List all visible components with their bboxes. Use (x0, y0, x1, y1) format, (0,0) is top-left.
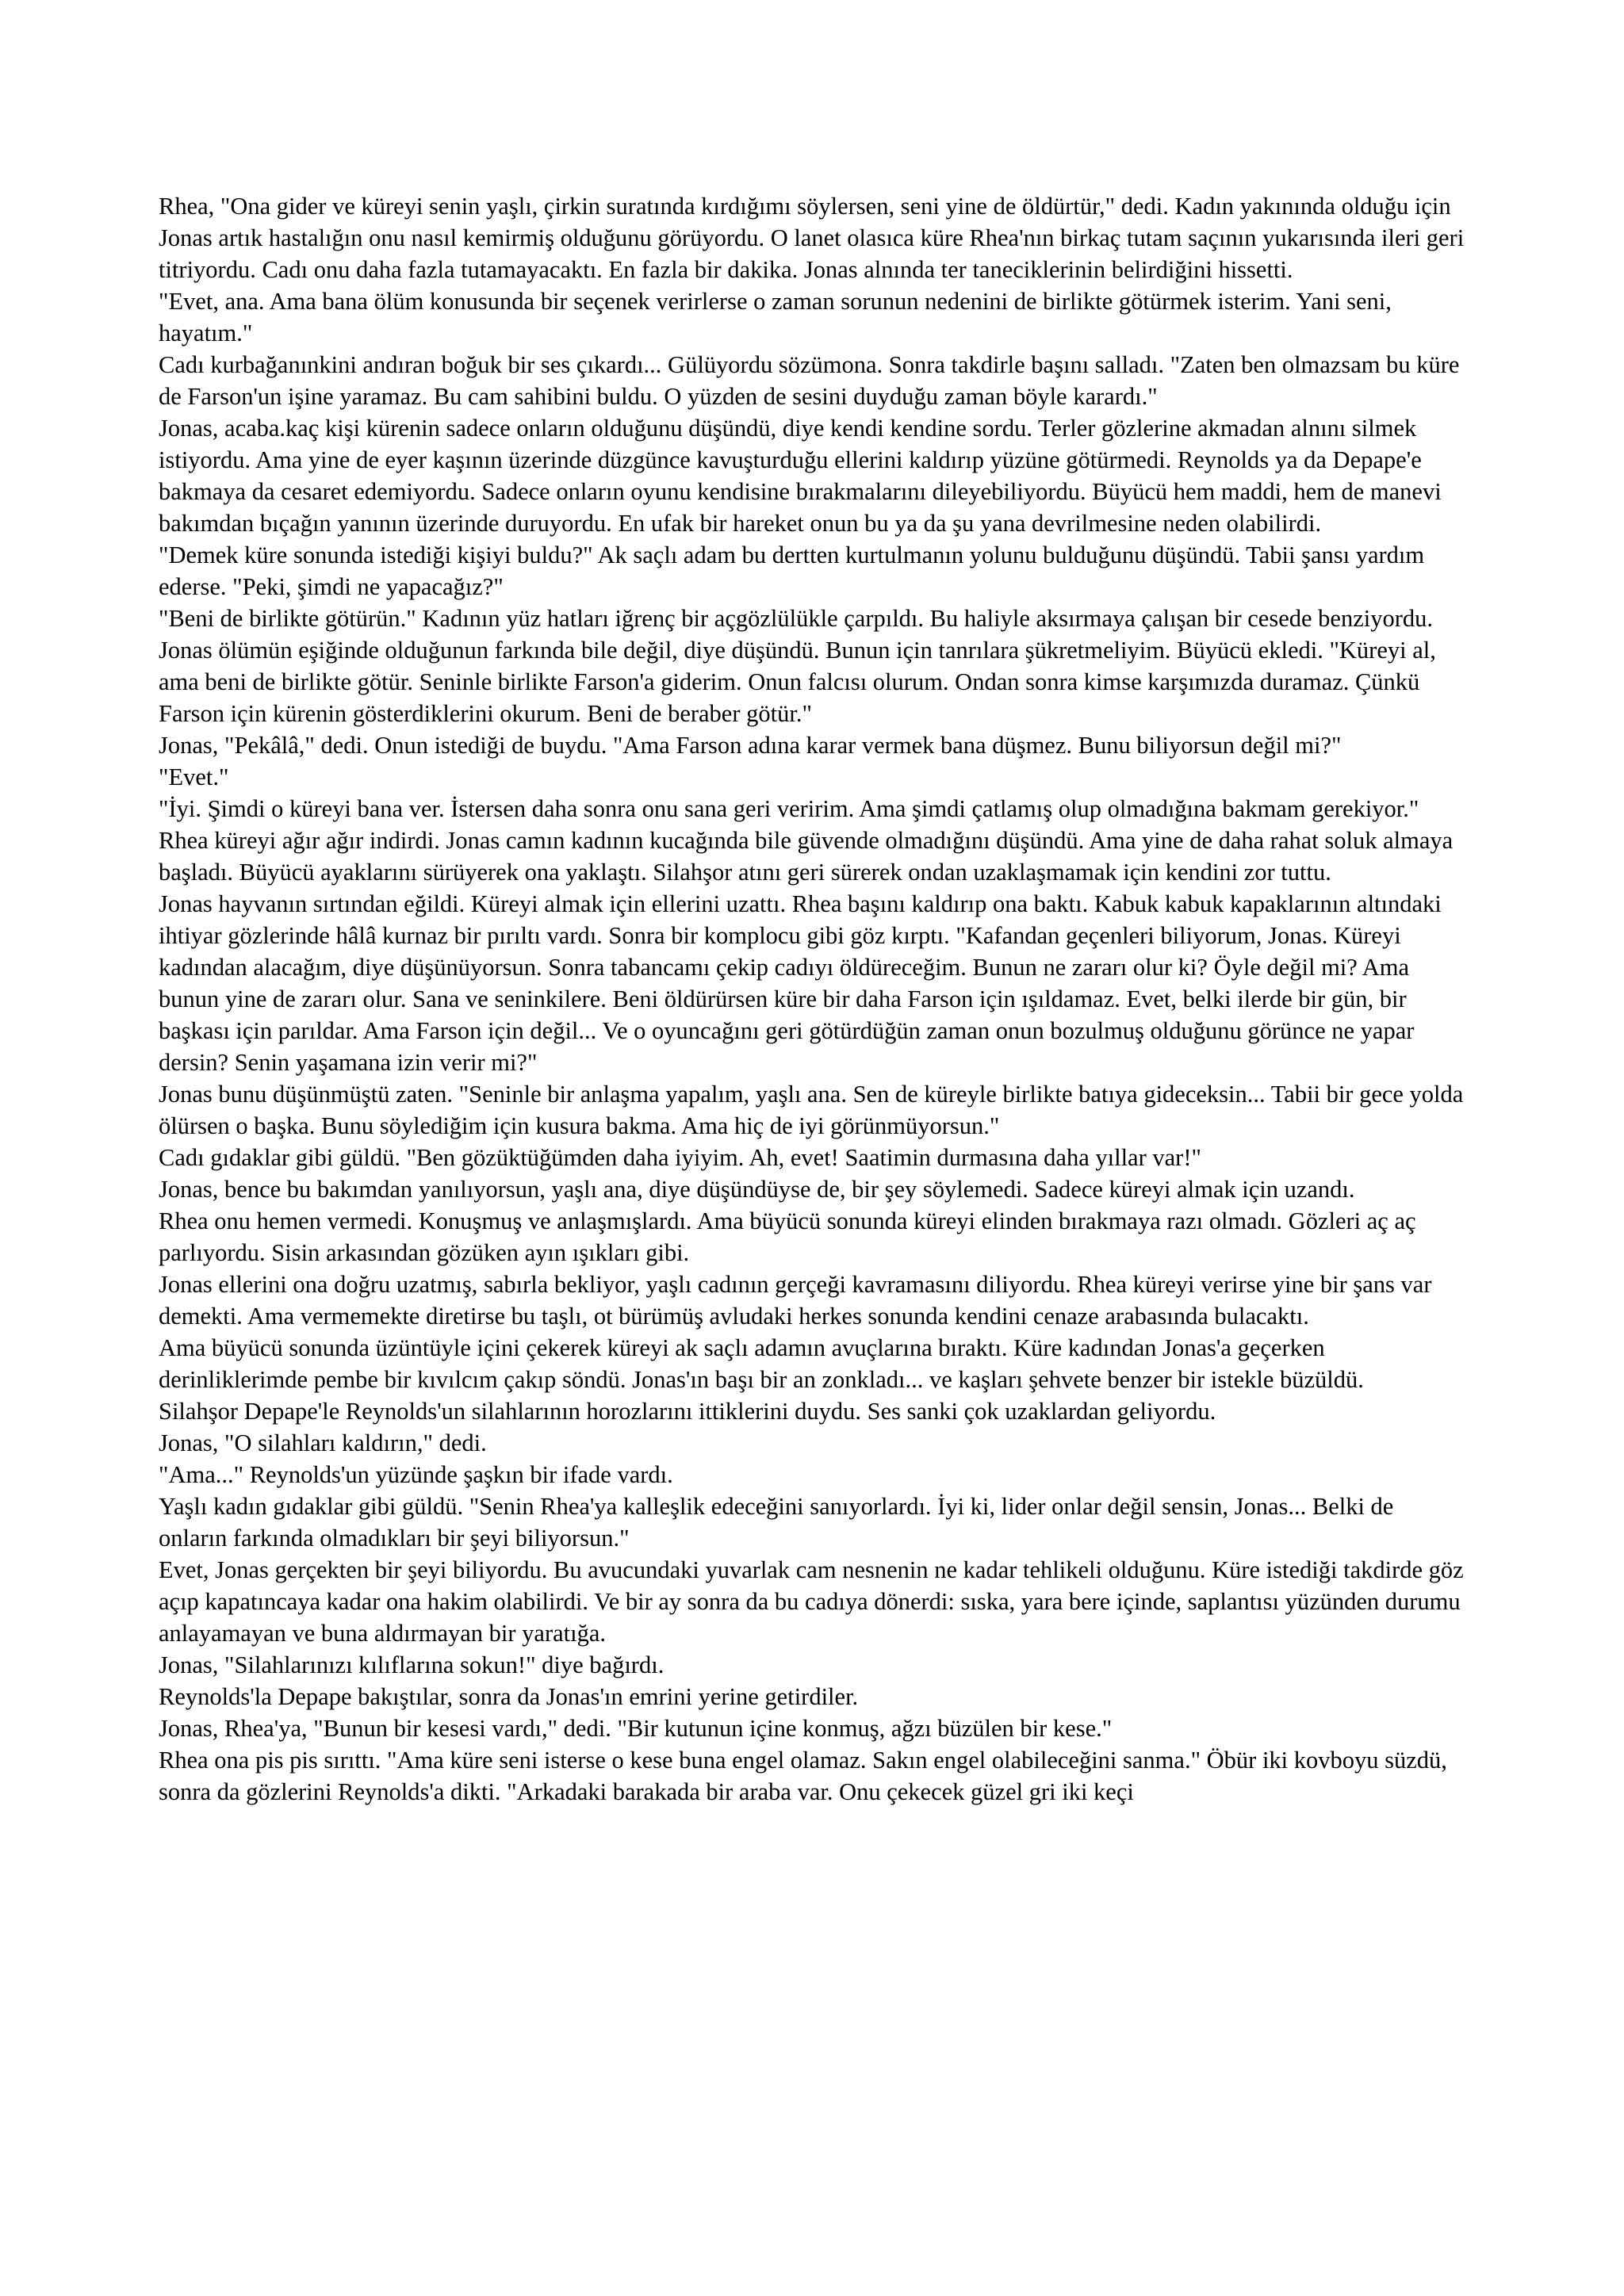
paragraph: Cadı kurbağanınkini andıran boğuk bir ses çıkardı... Gülüyordu sözümona. Sonra takdirle başını salladı. "Zaten ben olmazsam bu küre de Farson'un işine yaramaz. Bu cam sahibini buldu. O yüzden de sesini duyduğu zaman böyle karardı." (159, 351, 1460, 410)
paragraph: Jonas hayvanın sırtından eğildi. Küreyi almak için ellerini uzattı. Rhea başını kaldırıp ona baktı. Kabuk kabuk kapaklarının altındaki ihtiyar gözlerinde hâlâ kurnaz bir pırıltı vardı. Sonra bir komplocu gibi göz kırptı. "Kafandan geçenleri biliyorum, Jonas. Küreyi kadından alacağım, diye düşünüyorsun. Sonra tabancamı çekip cadıyı öldüreceğim. Bunun ne zararı olur ki? Öyle değil mi? Ama bunun yine de zararı olur. Sana ve seninkilere. Beni öldürürsen küre bir daha Farson için ışıldamaz. Evet, belki ilerde bir gün, bir başkası için parıldar. Ama Farson için değil... Ve o oyuncağını geri götürdüğün zaman onun bozulmuş olduğunu görünce ne yapar dersin? Senin yaşamana izin verir mi?" (159, 890, 1442, 1076)
paragraph: Rhea, "Ona gider ve küreyi senin yaşlı, çirkin suratında kırdığımı söylersen, seni yine de öldürtür," dedi. Kadın yakınında olduğu için Jonas artık hastalığın onu nasıl kemirmiş olduğunu görüyordu. O lanet olasıca küre Rhea'nın birkaç tutam saçının yukarısında ileri geri titriyordu. Cadı onu daha fazla tutamayacaktı. En fazla bir dakika. Jonas alnında ter taneciklerinin belirdiğini hissetti. (159, 193, 1465, 283)
paragraph: Yaşlı kadın gıdaklar gibi güldü. "Senin Rhea'ya kalleşlik edeceğini sanıyorlardı. İyi ki, lider onlar değil sensin, Jonas... Belki de onların farkında olmadıkları bir şeyi biliyorsun." (159, 1493, 1394, 1552)
paragraph: Evet, Jonas gerçekten bir şeyi biliyordu. Bu avucundaki yuvarlak cam nesnenin ne kadar tehlikeli olduğunu. Küre istediği takdirde göz açıp kapatıncaya kadar ona hakim olabilirdi. Ve bir ay sonra da bu cadıya dönerdi: sıska, yara bere içinde, saplantısı yüzünden durumu anlayamayan ve buna aldırmayan bir yaratığa. (159, 1556, 1464, 1647)
paragraph: Jonas, Rhea'ya, "Bunun bir kesesi vardı," dedi. "Bir kutunun içine konmuş, ağzı büzülen bir kese." (159, 1715, 1113, 1742)
paragraph: "Beni de birlikte götürün." Kadının yüz hatları iğrenç bir açgözlülükle çarpıldı. Bu haliyle aksırmaya çalışan bir cesede benziyordu. Jonas ölümün eşiğinde olduğunun farkında bile değil, diye düşündü. Bunun için tanrılara şükretmeliyim. Büyücü ekledi. "Küreyi al, ama beni de birlikte götür. Seninle birlikte Farson'a giderim. Onun falcısı olurum. Ondan sonra kimse karşımızda duramaz. Çünkü Farson için kürenin gösterdiklerini okurum. Beni de beraber götür." (159, 605, 1436, 727)
paragraph: Rhea ona pis pis sırıttı. "Ama küre seni isterse o kese buna engel olamaz. Sakın engel olabileceğini sanma." Öbür iki kovboyu süzdü, sonra da gözlerini Reynolds'a dikti. "Arkadaki barakada bir araba var. Onu çekecek güzel gri iki keçi (159, 1747, 1447, 1805)
paragraph: Reynolds'la Depape bakıştılar, sonra da Jonas'ın emrini yerine getirdiler. (159, 1683, 859, 1710)
paragraph: Jonas, "Pekâlâ," dedi. Onun istediği de buydu. "Ama Farson adına karar vermek bana düşmez. Bunu biliyorsun değil mi?" (159, 732, 1342, 759)
paragraph: Jonas bunu düşünmüştü zaten. "Seninle bir anlaşma yapalım, yaşlı ana. Sen de küreyle birlikte batıya gideceksin... Tabii bir gece yolda ölürsen o başka. Bunu söylediğim için kusura bakma. Ama hiç de iyi görünmüyorsun." (159, 1081, 1464, 1139)
document-page (159, 190, 1467, 1808)
paragraph: Jonas, "Silahlarınızı kılıflarına sokun!" diye bağırdı. (159, 1651, 665, 1678)
paragraph: "Ama..." Reynolds'un yüzünde şaşkın bir ifade vardı. (159, 1461, 673, 1488)
paragraph: Jonas, acaba.kaç kişi kürenin sadece onların olduğunu düşündü, diye kendi kendine sordu. Terler gözlerine akmadan alnını silmek istiyordu. Ama yine de eyer kaşının üzerinde düzgünce kavuşturduğu ellerini kaldırıp yüzüne götürmedi. Reynolds ya da Depape'e bakmaya da cesaret edemiyordu. Sadece onların oyunu kendisine bırakmalarını dileyebiliyordu. Büyücü hem maddi, hem de manevi bakımdan bıçağın yanının üzerinde duruyordu. En ufak bir hareket onun bu ya da şu yana devrilmesine neden olabilirdi. (159, 415, 1442, 537)
paragraph: Jonas, bence bu bakımdan yanılıyorsun, yaşlı ana, diye düşündüyse de, bir şey söylemedi. Sadece küreyi almak için uzandı. (159, 1176, 1355, 1203)
paragraph: "Evet." (159, 763, 229, 790)
paragraph: Cadı gıdaklar gibi güldü. "Ben gözüktüğümden daha iyiyim. Ah, evet! Saatimin durmasına daha yıllar var!" (159, 1144, 1201, 1171)
paragraph: Jonas ellerini ona doğru uzatmış, sabırla bekliyor, yaşlı cadının gerçeği kavramasını diliyordu. Rhea küreyi verirse yine bir şans var demekti. Ama vermemekte diretirse bu taşlı, ot bürümüş avludaki herkes sonunda kendini cenaze arabasında bulacaktı. (159, 1271, 1432, 1330)
paragraph: Ama büyücü sonunda üzüntüyle içini çekerek küreyi ak saçlı adamın avuçlarına bıraktı. Küre kadından Jonas'a geçerken derinliklerimde pembe bir kıvılcım çakıp söndü. Jonas'ın başı bir an zonkladı... ve kaşları şehvete benzer bir istekle büzüldü. (159, 1334, 1364, 1393)
paragraph: "Demek küre sonunda istediği kişiyi buldu?" Ak saçlı adam bu dertten kurtulmanın yolunu bulduğunu düşündü. Tabii şansı yardım ederse. "Peki, şimdi ne yapacağız?" (159, 541, 1425, 600)
paragraph: "İyi. Şimdi o küreyi bana ver. İstersen daha sonra onu sana geri veririm. Ama şimdi çatlamış olup olmadığına bakmam gerekiyor." (159, 795, 1419, 822)
paragraph: Jonas, "O silahları kaldırın," dedi. (159, 1429, 487, 1456)
paragraph: Rhea onu hemen vermedi. Konuşmuş ve anlaşmışlardı. Ama büyücü sonunda küreyi elinden bırakmaya razı olmadı. Gözleri aç aç parlıyordu. Sisin arkasından gözüken ayın ışıkları gibi. (159, 1207, 1416, 1266)
paragraph: Silahşor Depape'le Reynolds'un silahlarının horozlarını ittiklerini duydu. Ses sanki çok uzaklardan geliyordu. (159, 1398, 1216, 1425)
paragraph: Rhea küreyi ağır ağır indirdi. Jonas camın kadının kucağında bile güvende olmadığını düşündü. Ama yine de daha rahat soluk almaya başladı. Büyücü ayaklarını sürüyerek ona yaklaştı. Silahşor atını geri sürerek ondan uzaklaşmamak için kendini zor tuttu. (159, 827, 1454, 886)
paragraph: "Evet, ana. Ama bana ölüm konusunda bir seçenek verirlerse o zaman sorunun nedenini de birlikte götürmek isterim. Yani seni, hayatım." (159, 288, 1392, 346)
